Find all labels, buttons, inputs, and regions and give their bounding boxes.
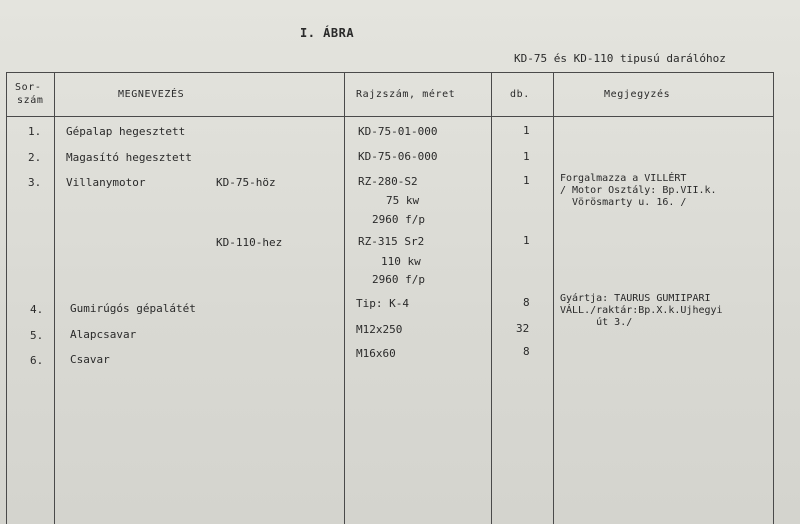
row-qty: 1 [523,124,530,137]
row-note: Gyártja: TAURUS GUMIIPARI VÁLL./raktár:Bp.X.k.Ujhegyi út 3./ [560,293,723,328]
row-drawing: RZ-280-S2 [358,175,418,188]
row-qty: 1 [523,174,530,187]
row-drawing: RZ-315 Sr2 [358,235,425,248]
row-drawing: Tip: K-4 [356,297,409,310]
row-qty: 32 [516,322,530,335]
row-qty: 1 [523,234,530,247]
col-divider-1 [54,72,55,524]
row-qty: 1 [523,150,530,163]
row-number: 2. [28,151,42,164]
row-qty: 8 [523,296,530,309]
row-name: Gépalap hegesztett [66,125,186,138]
table-top-border [6,72,774,73]
row-name: Csavar [70,353,110,366]
row-name: Magasító hegesztett [66,151,192,164]
row-number: 4. [30,303,44,316]
header-db: db. [510,89,530,100]
col-divider-2 [344,72,345,524]
row-subname: KD-75-höz [216,176,276,189]
header-sorszam-line2: szám [17,95,44,106]
table-header-border [6,116,774,117]
header-megnevezes: MEGNEVEZÉS [118,89,185,100]
row-name: Alapcsavar [70,328,137,341]
row-note: Forgalmazza a VILLÉRT / Motor Osztály: Bp.VII.k. Vörösmarty u. 16. / [560,173,717,208]
page-subheading: KD-75 és KD-110 tipusú darálóhoz [514,52,726,65]
row-subname: KD-110-hez [216,236,283,249]
row-number: 6. [30,354,44,367]
row-name: Villanymotor [66,176,146,189]
row-drawing: M16x60 [356,347,396,360]
row-drawing: KD-75-06-000 [358,150,438,163]
col-divider-3 [491,72,492,524]
row-name: Gumirúgós gépalátét [70,302,196,315]
header-rajzszam: Rajzszám, méret [356,89,456,100]
row-number: 3. [28,176,42,189]
col-divider-4 [553,72,554,524]
table-left-border [6,72,7,524]
row-drawing-speed: 2960 f/p [372,273,425,286]
row-number: 1. [28,125,42,138]
row-qty: 8 [523,345,530,358]
table-right-border [773,72,774,524]
row-drawing: M12x250 [356,323,403,336]
row-drawing: KD-75-01-000 [358,125,438,138]
row-number: 5. [30,329,44,342]
header-megjegyzes: Megjegyzés [604,89,671,100]
row-drawing-power: 110 kw [381,255,421,268]
row-drawing-power: 75 kw [386,194,420,207]
row-drawing-speed: 2960 f/p [372,213,425,226]
header-sorszam-line1: Sor- [15,82,42,93]
page-heading: I. ÁBRA [300,26,355,40]
